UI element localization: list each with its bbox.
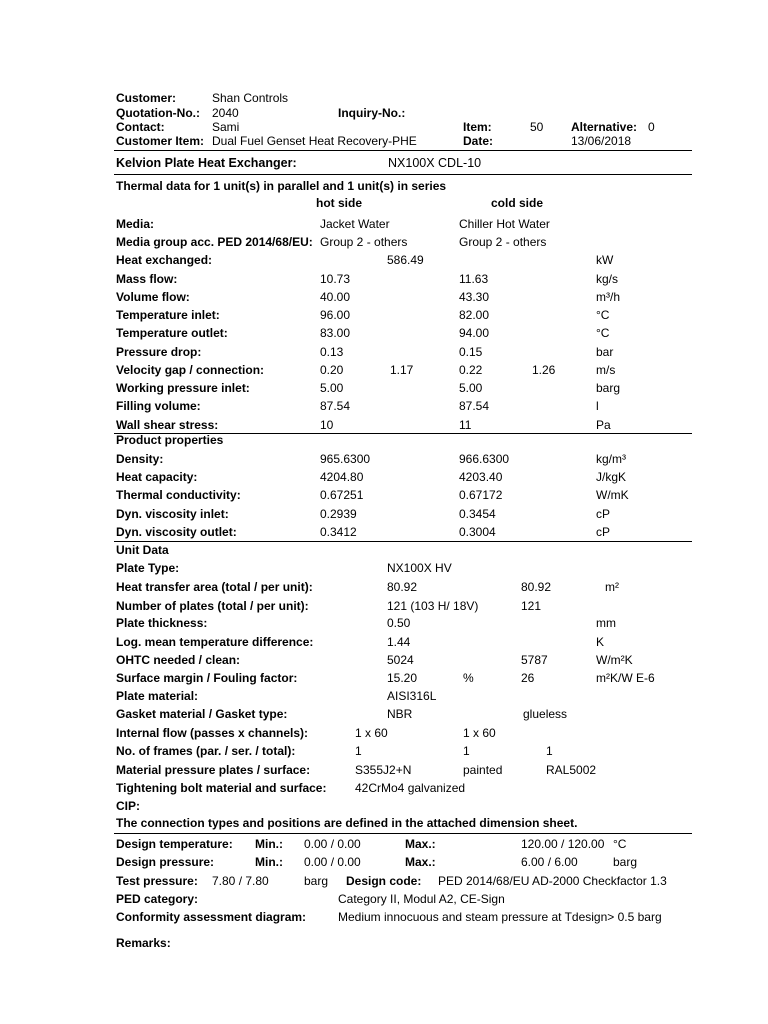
inquiry-label: Inquiry-No.:	[338, 106, 406, 120]
hot-value: Group 2 - others	[320, 235, 408, 249]
unit-value: kW	[596, 253, 614, 267]
bolt-label: Tightening bolt material and surface:	[116, 781, 327, 795]
plates-per-unit: 121	[521, 599, 542, 613]
unit-value: °C	[596, 326, 610, 340]
surface-value: painted	[463, 763, 503, 777]
hot-side-heading: hot side	[316, 196, 363, 210]
quotation-value: 2040	[212, 106, 239, 120]
row-label: Thermal conductivity:	[116, 488, 241, 502]
hot-value: 4204.80	[320, 470, 364, 484]
gasket-label: Gasket material / Gasket type:	[116, 707, 288, 721]
ral-value: RAL5002	[546, 763, 597, 777]
cold-value: Group 2 - others	[459, 235, 547, 249]
lmtd-value: 1.44	[387, 635, 411, 649]
exchanger-label: Kelvion Plate Heat Exchanger:	[116, 156, 297, 170]
thickness-value: 0.50	[387, 616, 411, 630]
plate-type-value: NX100X HV	[387, 561, 452, 575]
hot-value-2: 1.17	[390, 363, 414, 377]
hot-value: 0.3412	[320, 525, 357, 539]
alternative-label: Alternative:	[571, 120, 638, 134]
unit-value: kg/m³	[596, 452, 626, 466]
ohtc-unit: W/m²K	[596, 653, 633, 667]
cold-value: 4203.40	[459, 470, 503, 484]
date-label: Date:	[463, 134, 494, 148]
alternative-value: 0	[648, 120, 655, 134]
pressure-plates-label: Material pressure plates / surface:	[116, 763, 311, 777]
ohtc-clean: 5787	[521, 653, 548, 667]
hot-value: 0.67251	[320, 488, 364, 502]
row-value: 586.49	[387, 253, 424, 267]
design-temp-unit: °C	[613, 837, 627, 851]
contact-label: Contact:	[116, 120, 165, 134]
cold-value: 0.15	[459, 345, 483, 359]
design-temp-max: 120.00 / 120.00	[521, 837, 605, 851]
cip-label: CIP:	[116, 799, 140, 813]
unit-value: bar	[596, 345, 614, 359]
row-label: Wall shear stress:	[116, 418, 219, 432]
test-pressure-label: Test pressure:	[116, 874, 198, 888]
cold-value: 0.22	[459, 363, 483, 377]
margin-value: 15.20	[387, 671, 418, 685]
flow-cold: 1 x 60	[463, 726, 496, 740]
frames-par: 1	[355, 744, 362, 758]
cold-value: Chiller Hot Water	[459, 217, 550, 231]
customer-label: Customer:	[116, 91, 177, 105]
area-total: 80.92	[387, 580, 418, 594]
area-per-unit: 80.92	[521, 580, 552, 594]
cold-value: 94.00	[459, 326, 490, 340]
cold-side-heading: cold side	[491, 196, 544, 210]
unit-value: m/s	[596, 363, 616, 377]
cold-value: 11	[459, 418, 472, 432]
quotation-label: Quotation-No.:	[116, 106, 200, 120]
product-title: Product properties	[116, 433, 224, 447]
plate-material-label: Plate material:	[116, 689, 199, 703]
ohtc-needed: 5024	[387, 653, 414, 667]
customer-value: Shan Controls	[212, 91, 289, 105]
conformity-value: Medium innocuous and steam pressure at Tdesign> 0.5 barg	[338, 910, 662, 924]
margin-label: Surface margin / Fouling factor:	[116, 671, 298, 685]
design-press-min-label: Min.:	[255, 855, 283, 869]
contact-value: Sami	[212, 120, 240, 134]
row-label: Volume flow:	[116, 290, 190, 304]
cold-value: 0.3004	[459, 525, 496, 539]
thermal-title: Thermal data for 1 unit(s) in parallel and 1 unit(s) in series	[116, 179, 447, 193]
fouling-unit: m²K/W E-6	[596, 671, 655, 685]
hot-value: 40.00	[320, 290, 351, 304]
frames-ser: 1	[463, 744, 470, 758]
gasket-material: NBR	[387, 707, 413, 721]
hot-value: 0.13	[320, 345, 344, 359]
row-label: Heat capacity:	[116, 470, 198, 484]
ped-category-label: PED category:	[116, 892, 199, 906]
design-press-max-label: Max.:	[405, 855, 436, 869]
unit-value: l	[596, 399, 599, 413]
lmtd-label: Log. mean temperature difference:	[116, 635, 314, 649]
cold-value: 82.00	[459, 308, 490, 322]
customer-item-label: Customer Item:	[116, 134, 205, 148]
row-label: Media:	[116, 217, 155, 231]
cold-value: 87.54	[459, 399, 490, 413]
row-label: Working pressure inlet:	[116, 381, 250, 395]
divider	[114, 833, 692, 834]
unit-value: W/mK	[596, 488, 629, 502]
row-label: Filling volume:	[116, 399, 201, 413]
cold-value: 43.30	[459, 290, 490, 304]
row-label: Velocity gap / connection:	[116, 363, 265, 377]
item-value: 50	[530, 120, 544, 134]
ped-category-value: Category II, Modul A2, CE-Sign	[338, 892, 505, 906]
test-pressure-value: 7.80 / 7.80	[212, 874, 269, 888]
design-temp-label: Design temperature:	[116, 837, 233, 851]
margin-percent: %	[463, 671, 474, 685]
design-code-value: PED 2014/68/EU AD-2000 Checkfactor 1.3	[438, 874, 667, 888]
design-press-max: 6.00 / 6.00	[521, 855, 578, 869]
thickness-label: Plate thickness:	[116, 616, 208, 630]
item-label: Item:	[463, 120, 492, 134]
unit-value: °C	[596, 308, 610, 322]
hot-value: 10.73	[320, 272, 351, 286]
row-label: Temperature outlet:	[116, 326, 228, 340]
unit-value: cP	[596, 507, 611, 521]
unit-value: J/kgK	[596, 470, 627, 484]
divider	[114, 174, 692, 175]
pressure-plates-value: S355J2+N	[355, 763, 412, 777]
row-label: Heat exchanged:	[116, 253, 213, 267]
hot-value: 83.00	[320, 326, 351, 340]
thickness-unit: mm	[596, 616, 616, 630]
row-label: Pressure drop:	[116, 345, 202, 359]
unit-value: kg/s	[596, 272, 619, 286]
cold-value-2: 1.26	[532, 363, 556, 377]
row-label: Density:	[116, 452, 164, 466]
hot-value: 96.00	[320, 308, 351, 322]
design-press-label: Design pressure:	[116, 855, 215, 869]
area-label: Heat transfer area (total / per unit):	[116, 580, 313, 594]
bolt-value: 42CrMo4 galvanized	[355, 781, 466, 795]
area-unit: m²	[605, 580, 619, 594]
test-pressure-unit: barg	[304, 874, 329, 888]
divider	[114, 541, 692, 542]
gasket-type: glueless	[523, 707, 568, 721]
cold-value: 11.63	[459, 272, 489, 286]
plate-material-value: AISI316L	[387, 689, 437, 703]
ohtc-label: OHTC needed / clean:	[116, 653, 241, 667]
cold-value: 0.67172	[459, 488, 503, 502]
row-label: Dyn. viscosity outlet:	[116, 525, 237, 539]
row-label: Media group acc. PED 2014/68/EU:	[116, 235, 313, 249]
exchanger-value: NX100X CDL-10	[388, 156, 482, 170]
plate-type-label: Plate Type:	[116, 561, 180, 575]
flow-hot: 1 x 60	[355, 726, 388, 740]
frames-total: 1	[546, 744, 553, 758]
row-label: Dyn. viscosity inlet:	[116, 507, 229, 521]
connection-note: The connection types and positions are defined in the attached dimension sheet.	[116, 816, 578, 830]
hot-value: Jacket Water	[320, 217, 390, 231]
hot-value: 0.20	[320, 363, 344, 377]
unit-title: Unit Data	[116, 543, 169, 557]
hot-value: 5.00	[320, 381, 344, 395]
unit-value: m³/h	[596, 290, 620, 304]
lmtd-unit: K	[596, 635, 605, 649]
conformity-label: Conformity assessment diagram:	[116, 910, 307, 924]
date-value: 13/06/2018	[571, 134, 632, 148]
remarks-label: Remarks:	[116, 936, 171, 950]
hot-value: 0.2939	[320, 507, 357, 521]
design-temp-max-label: Max.:	[405, 837, 436, 851]
cold-value: 5.00	[459, 381, 483, 395]
row-label: Mass flow:	[116, 272, 178, 286]
customer-item-value: Dual Fuel Genset Heat Recovery-PHE	[212, 134, 417, 148]
cold-value: 0.3454	[459, 507, 496, 521]
design-press-min: 0.00 / 0.00	[304, 855, 361, 869]
unit-value: Pa	[596, 418, 611, 432]
design-press-unit: barg	[613, 855, 638, 869]
hot-value: 87.54	[320, 399, 351, 413]
unit-value: barg	[596, 381, 621, 395]
design-temp-min-label: Min.:	[255, 837, 283, 851]
plates-label: Number of plates (total / per unit):	[116, 599, 309, 613]
divider	[114, 150, 692, 151]
cold-value: 966.6300	[459, 452, 510, 466]
hot-value: 10	[320, 418, 334, 432]
hot-value: 965.6300	[320, 452, 371, 466]
flow-label: Internal flow (passes x channels):	[116, 726, 309, 740]
fouling-value: 26	[521, 671, 535, 685]
design-temp-min: 0.00 / 0.00	[304, 837, 361, 851]
frames-label: No. of frames (par. / ser. / total):	[116, 744, 296, 758]
unit-value: cP	[596, 525, 611, 539]
design-code-label: Design code:	[346, 874, 422, 888]
plates-total: 121 (103 H/ 18V)	[387, 599, 479, 613]
row-label: Temperature inlet:	[116, 308, 220, 322]
